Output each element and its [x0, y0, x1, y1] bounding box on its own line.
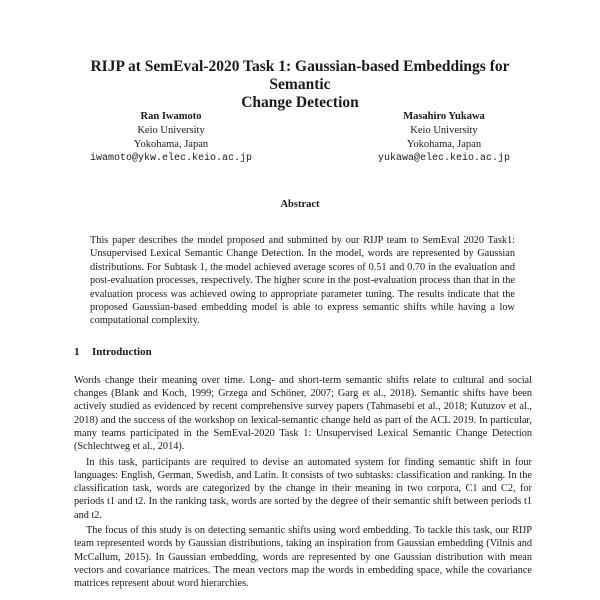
author-1	[90, 110, 252, 166]
author-name: Masahiro Yukawa	[403, 111, 485, 122]
author-block	[90, 110, 510, 166]
introduction-body	[74, 374, 532, 593]
paper-title-line-1: RIJP at SemEval-2020 Task 1: Gaussian-based Embeddings for Semantic	[90, 58, 510, 93]
paragraph: In this task, participants are required to devise an automated system for finding semantic shift in four languages: English, German, Swedish, and Latin. It consists of two subtasks: classification and ranking. In the classification task, words are categorized by the change in their meaning in two corpora, C1 and C2, for periods t1 and t2. In the ranking task, words are sorted by the degree of their semantic shift between periods t1 and t2.	[74, 456, 532, 521]
author-email: yukawa@elec.keio.ac.jp	[377, 153, 510, 164]
author-affiliation: Keio University	[137, 125, 205, 136]
author-2	[378, 110, 510, 166]
paper-title-line-2: Change Detection	[241, 94, 359, 111]
abstract-text: This paper describes the model proposed and submitted by our RIJP team to SemEval 2020 Task1: Unsupervised Lexical Semantic Change Detection. In the model, words are represented by Gaussian distributions. For Subtask 1, the model achieved average scores of 0.51 and 0.70 in the evaluation and post-evaluation processes, respectively. The higher score in the post-evaluation process than that in the evaluation process was achieved owing to appropriate parameter tuning. The results indicate that the proposed Gaussian-based embedding model is able to express semantic shifts while having a low computational complexity.	[90, 235, 515, 327]
author-name: Ran Iwamoto	[140, 111, 202, 122]
paper-title	[60, 58, 540, 112]
section-number: 1	[74, 346, 80, 358]
paragraph: Words change their meaning over time. Long- and short-term semantic shifts relate to cultural and social changes (Blank and Koch, 1999; Grzega and Schöner, 2007; Garg et al., 2018). Semantic shifts have been actively studied as evidenced by recent comprehensive survey papers (Tahmasebi et al., 2018; Kutuzov et al., 2018) and the success of the workshop on lexical-semantic change held as part of the ACL 2019. In particular, many teams participated in the SemEval-2020 Task 1: Unsupervised Lexical Semantic Change Detection (Schlechtweg et al., 2014).	[74, 375, 532, 453]
section-heading	[74, 346, 152, 358]
author-location: Yokohama, Japan	[406, 139, 482, 150]
author-email: iwamoto@ykw.elec.keio.ac.jp	[90, 153, 253, 164]
abstract-heading: Abstract	[280, 199, 320, 210]
section-title: Introduction	[92, 346, 152, 358]
author-affiliation: Keio University	[410, 125, 478, 136]
author-location: Yokohama, Japan	[133, 139, 209, 150]
paragraph: The focus of this study is on detecting semantic shifts using word embedding. To tackle this task, our RIJP team represented words by Gaussian distributions, taking an inspiration from Gaussian embedding (Vilnis and McCallum, 2015). In Gaussian embedding, words are represented by one Gaussian distribution with mean vectors and covariance matrices. The mean vectors map the words in embedding space, while the covariance matrices represent about word hierarchies.	[74, 525, 532, 590]
